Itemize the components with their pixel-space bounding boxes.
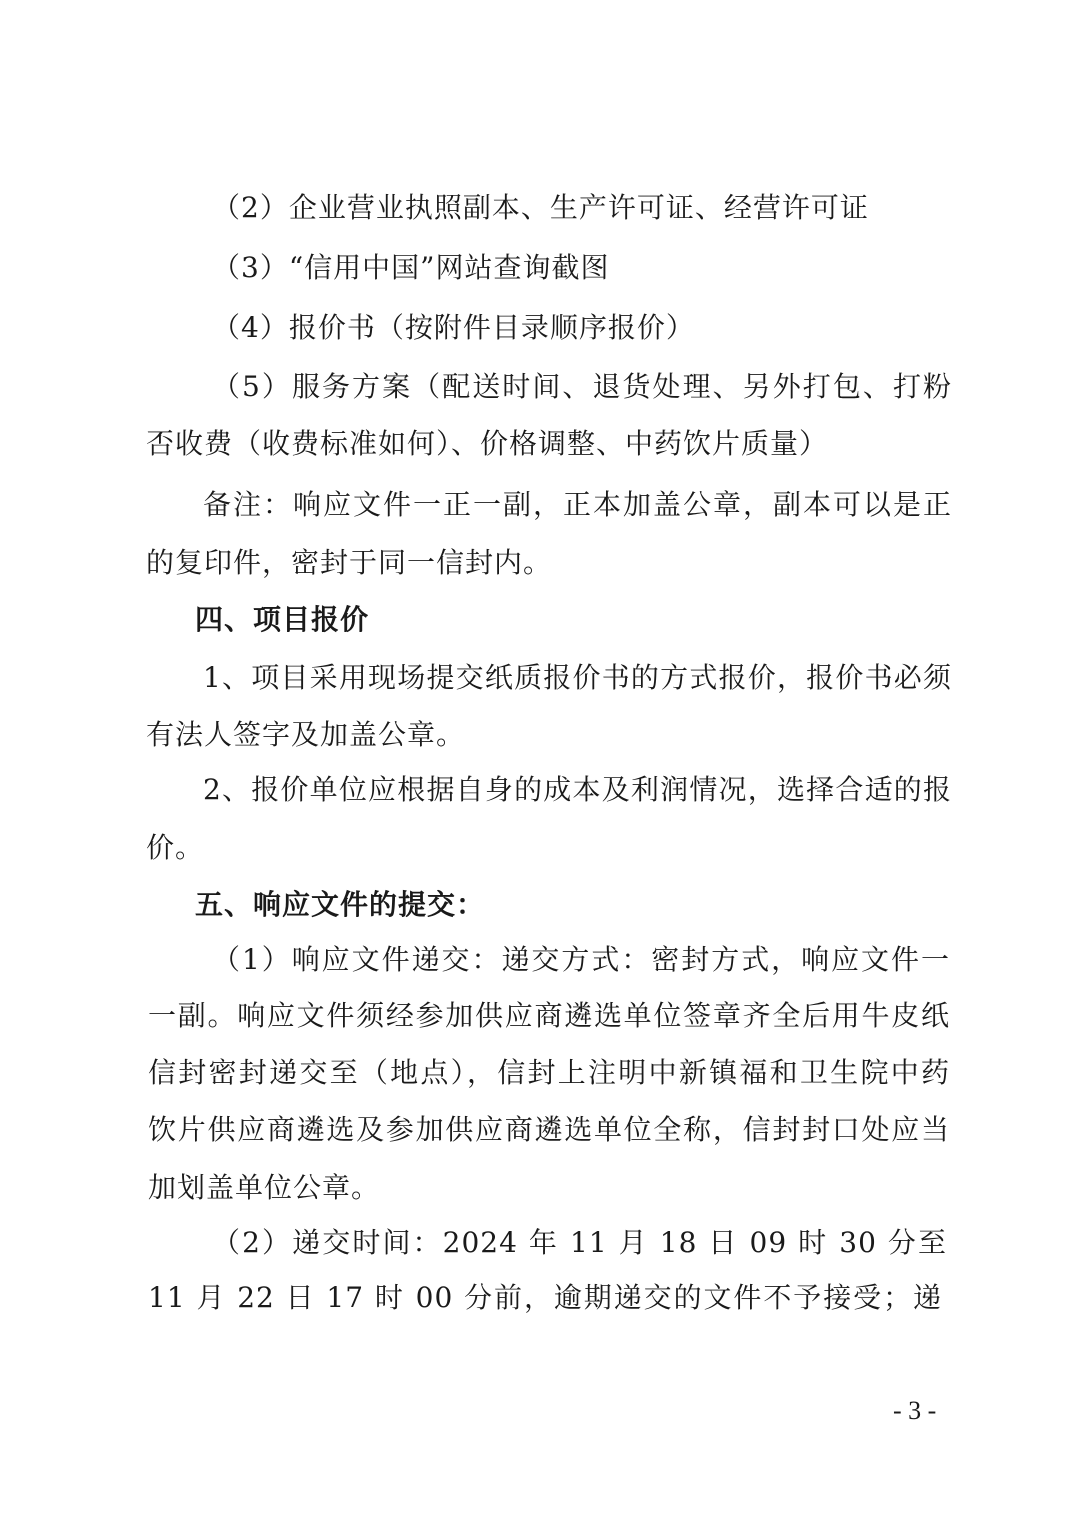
list-item: （5）服务方案（配送时间、退货处理、另外打包、打粉 [212,370,952,403]
paragraph-line: 饮片供应商遴选及参加供应商遴选单位全称，信封封口处应当 [148,1113,950,1146]
paragraph-line: （1）响应文件递交：递交方式：密封方式，响应文件一 [212,943,950,976]
list-item: （4）报价书（按附件目录顺序报价） [212,311,695,344]
paragraph-line: 信封密封递交至（地点），信封上注明中新镇福和卫生院中药 [148,1056,950,1089]
paragraph-line: 否收费（收费标准如何）、价格调整、中药饮片质量） [146,427,829,460]
paragraph-line: 价。 [146,831,205,864]
paragraph-line: 的复印件，密封于同一信封内。 [146,546,553,579]
list-item: （2）企业营业执照副本、生产许可证、经营许可证 [212,191,869,224]
paragraph-line: 有法人签字及加盖公章。 [146,718,466,751]
section-heading: 五、响应文件的提交： [195,888,486,921]
paragraph-line: 11 月 22 日 17 时 00 分前，逾期递交的文件不予接受；递 [148,1281,942,1314]
paragraph-line: 1、项目采用现场提交纸质报价书的方式报价，报价书必须 [203,661,952,694]
page-number: - 3 - [893,1396,937,1425]
paragraph-line: （2）递交时间：2024 年 11 月 18 日 09 时 30 分至 [212,1226,947,1259]
paragraph-line: 加划盖单位公章。 [148,1171,381,1204]
paragraph-line: 一副。响应文件须经参加供应商遴选单位签章齐全后用牛皮纸 [148,999,950,1032]
section-heading: 四、项目报价 [195,603,370,636]
list-item: （3）“信用中国”网站查询截图 [212,251,610,284]
paragraph-line: 2、报价单位应根据自身的成本及利润情况，选择合适的报 [203,773,952,806]
note-paragraph: 备注：响应文件一正一副，正本加盖公章，副本可以是正 [203,488,952,521]
